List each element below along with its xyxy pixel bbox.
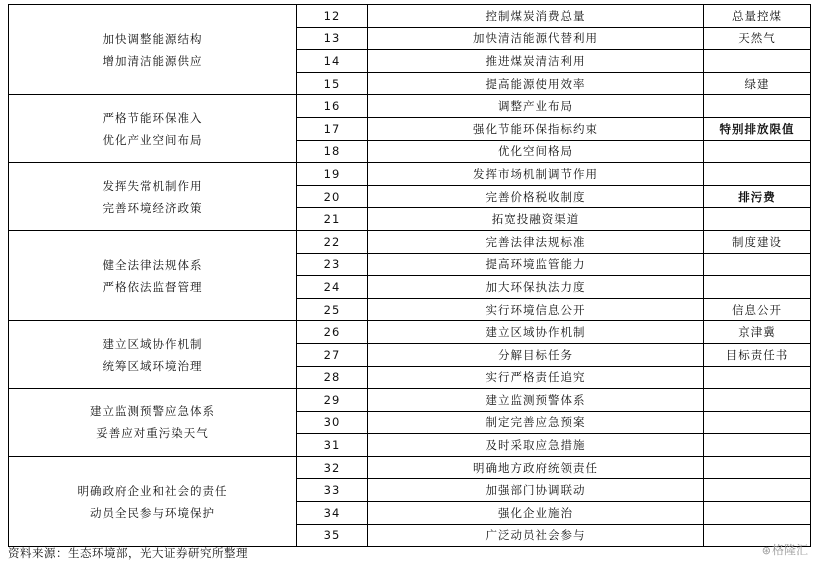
row-number: 29 bbox=[297, 389, 368, 412]
measure-cell: 加强部门协调联动 bbox=[368, 479, 704, 502]
category-line: 建立监测预警应急体系 bbox=[90, 404, 215, 419]
measures-table-body bbox=[9, 5, 811, 547]
table-row bbox=[9, 456, 811, 479]
tag-cell bbox=[704, 140, 811, 163]
watermark-text: 格隆汇 bbox=[771, 543, 808, 557]
table-row bbox=[9, 321, 811, 344]
table-row bbox=[9, 163, 811, 186]
measure-cell: 建立监测预警体系 bbox=[368, 389, 704, 412]
measure-cell: 提高环境监管能力 bbox=[368, 253, 704, 276]
category-cell bbox=[9, 321, 297, 389]
tag-cell bbox=[704, 411, 811, 434]
tag-cell bbox=[704, 95, 811, 118]
measure-cell: 建立区域协作机制 bbox=[368, 321, 704, 344]
measure-cell: 提高能源使用效率 bbox=[368, 72, 704, 95]
tag-cell bbox=[704, 502, 811, 525]
measure-cell: 拓宽投融资渠道 bbox=[368, 208, 704, 231]
watermark bbox=[762, 541, 808, 558]
row-number: 16 bbox=[297, 95, 368, 118]
tag-cell bbox=[704, 253, 811, 276]
row-number: 14 bbox=[297, 50, 368, 73]
row-number: 20 bbox=[297, 185, 368, 208]
tag-cell: 绿建 bbox=[704, 72, 811, 95]
table-row bbox=[9, 5, 811, 28]
measure-cell: 强化节能环保指标约束 bbox=[368, 117, 704, 140]
measure-cell: 实行严格责任追究 bbox=[368, 366, 704, 389]
row-number: 26 bbox=[297, 321, 368, 344]
category-cell bbox=[9, 163, 297, 231]
measure-cell: 及时采取应急措施 bbox=[368, 434, 704, 457]
row-number: 25 bbox=[297, 298, 368, 321]
table-row bbox=[9, 230, 811, 253]
tag-cell: 京津冀 bbox=[704, 321, 811, 344]
measure-cell: 加快清洁能源代替利用 bbox=[368, 27, 704, 50]
category-line: 完善环境经济政策 bbox=[102, 200, 203, 215]
row-number: 27 bbox=[297, 343, 368, 366]
measure-cell: 控制煤炭消费总量 bbox=[368, 5, 704, 28]
tag-cell bbox=[704, 479, 811, 502]
tag-cell: 天然气 bbox=[704, 27, 811, 50]
measures-table bbox=[8, 4, 811, 547]
row-number: 32 bbox=[297, 456, 368, 479]
row-number: 23 bbox=[297, 253, 368, 276]
tag-cell bbox=[704, 50, 811, 73]
tag-cell bbox=[704, 434, 811, 457]
row-number: 17 bbox=[297, 117, 368, 140]
source-note: 资料来源：生态环境部，光大证券研究所整理 bbox=[8, 546, 248, 560]
table-row bbox=[9, 95, 811, 118]
measure-cell: 完善价格税收制度 bbox=[368, 185, 704, 208]
tag-cell: 总量控煤 bbox=[704, 5, 811, 28]
row-number: 13 bbox=[297, 27, 368, 50]
wechat-icon: ⊛ bbox=[761, 544, 771, 557]
tag-cell bbox=[704, 163, 811, 186]
row-number: 15 bbox=[297, 72, 368, 95]
measure-cell: 制定完善应急预案 bbox=[368, 411, 704, 434]
category-line: 优化产业空间布局 bbox=[102, 132, 203, 147]
row-number: 22 bbox=[297, 230, 368, 253]
row-number: 31 bbox=[297, 434, 368, 457]
measure-cell: 明确地方政府统领责任 bbox=[368, 456, 704, 479]
tag-cell: 特别排放限值 bbox=[704, 117, 811, 140]
tag-cell bbox=[704, 389, 811, 412]
category-line: 严格依法监督管理 bbox=[102, 279, 203, 294]
category-line: 建立区域协作机制 bbox=[102, 336, 203, 351]
category-cell bbox=[9, 230, 297, 320]
tag-cell: 排污费 bbox=[704, 185, 811, 208]
category-cell bbox=[9, 456, 297, 546]
measure-cell: 实行环境信息公开 bbox=[368, 298, 704, 321]
category-line: 动员全民参与环境保护 bbox=[90, 505, 215, 520]
row-number: 28 bbox=[297, 366, 368, 389]
row-number: 18 bbox=[297, 140, 368, 163]
tag-cell bbox=[704, 456, 811, 479]
measure-cell: 加大环保执法力度 bbox=[368, 276, 704, 299]
category-line: 严格节能环保准入 bbox=[102, 110, 203, 125]
category-cell bbox=[9, 95, 297, 163]
row-number: 34 bbox=[297, 502, 368, 525]
category-cell bbox=[9, 5, 297, 95]
category-line: 明确政府企业和社会的责任 bbox=[77, 483, 228, 498]
category-line: 健全法律法规体系 bbox=[102, 257, 203, 272]
tag-cell bbox=[704, 276, 811, 299]
row-number: 24 bbox=[297, 276, 368, 299]
row-number: 12 bbox=[297, 5, 368, 28]
tag-cell: 目标责任书 bbox=[704, 343, 811, 366]
tag-cell: 制度建设 bbox=[704, 230, 811, 253]
row-number: 30 bbox=[297, 411, 368, 434]
category-line: 妥善应对重污染天气 bbox=[96, 426, 209, 441]
measure-cell: 强化企业施治 bbox=[368, 502, 704, 525]
measure-cell: 推进煤炭清洁利用 bbox=[368, 50, 704, 73]
measure-cell: 优化空间格局 bbox=[368, 140, 704, 163]
category-line: 增加清洁能源供应 bbox=[102, 53, 203, 68]
measure-cell: 完善法律法规标准 bbox=[368, 230, 704, 253]
row-number: 35 bbox=[297, 524, 368, 547]
row-number: 33 bbox=[297, 479, 368, 502]
tag-cell: 信息公开 bbox=[704, 298, 811, 321]
measure-cell: 广泛动员社会参与 bbox=[368, 524, 704, 547]
row-number: 19 bbox=[297, 163, 368, 186]
category-line: 发挥失常机制作用 bbox=[102, 178, 203, 193]
tag-cell bbox=[704, 208, 811, 231]
category-cell bbox=[9, 389, 297, 457]
tag-cell bbox=[704, 366, 811, 389]
row-number: 21 bbox=[297, 208, 368, 231]
measure-cell: 分解目标任务 bbox=[368, 343, 704, 366]
category-line: 统筹区域环境治理 bbox=[102, 358, 203, 373]
measure-cell: 发挥市场机制调节作用 bbox=[368, 163, 704, 186]
category-line: 加快调整能源结构 bbox=[102, 31, 203, 46]
table-row bbox=[9, 389, 811, 412]
measure-cell: 调整产业布局 bbox=[368, 95, 704, 118]
